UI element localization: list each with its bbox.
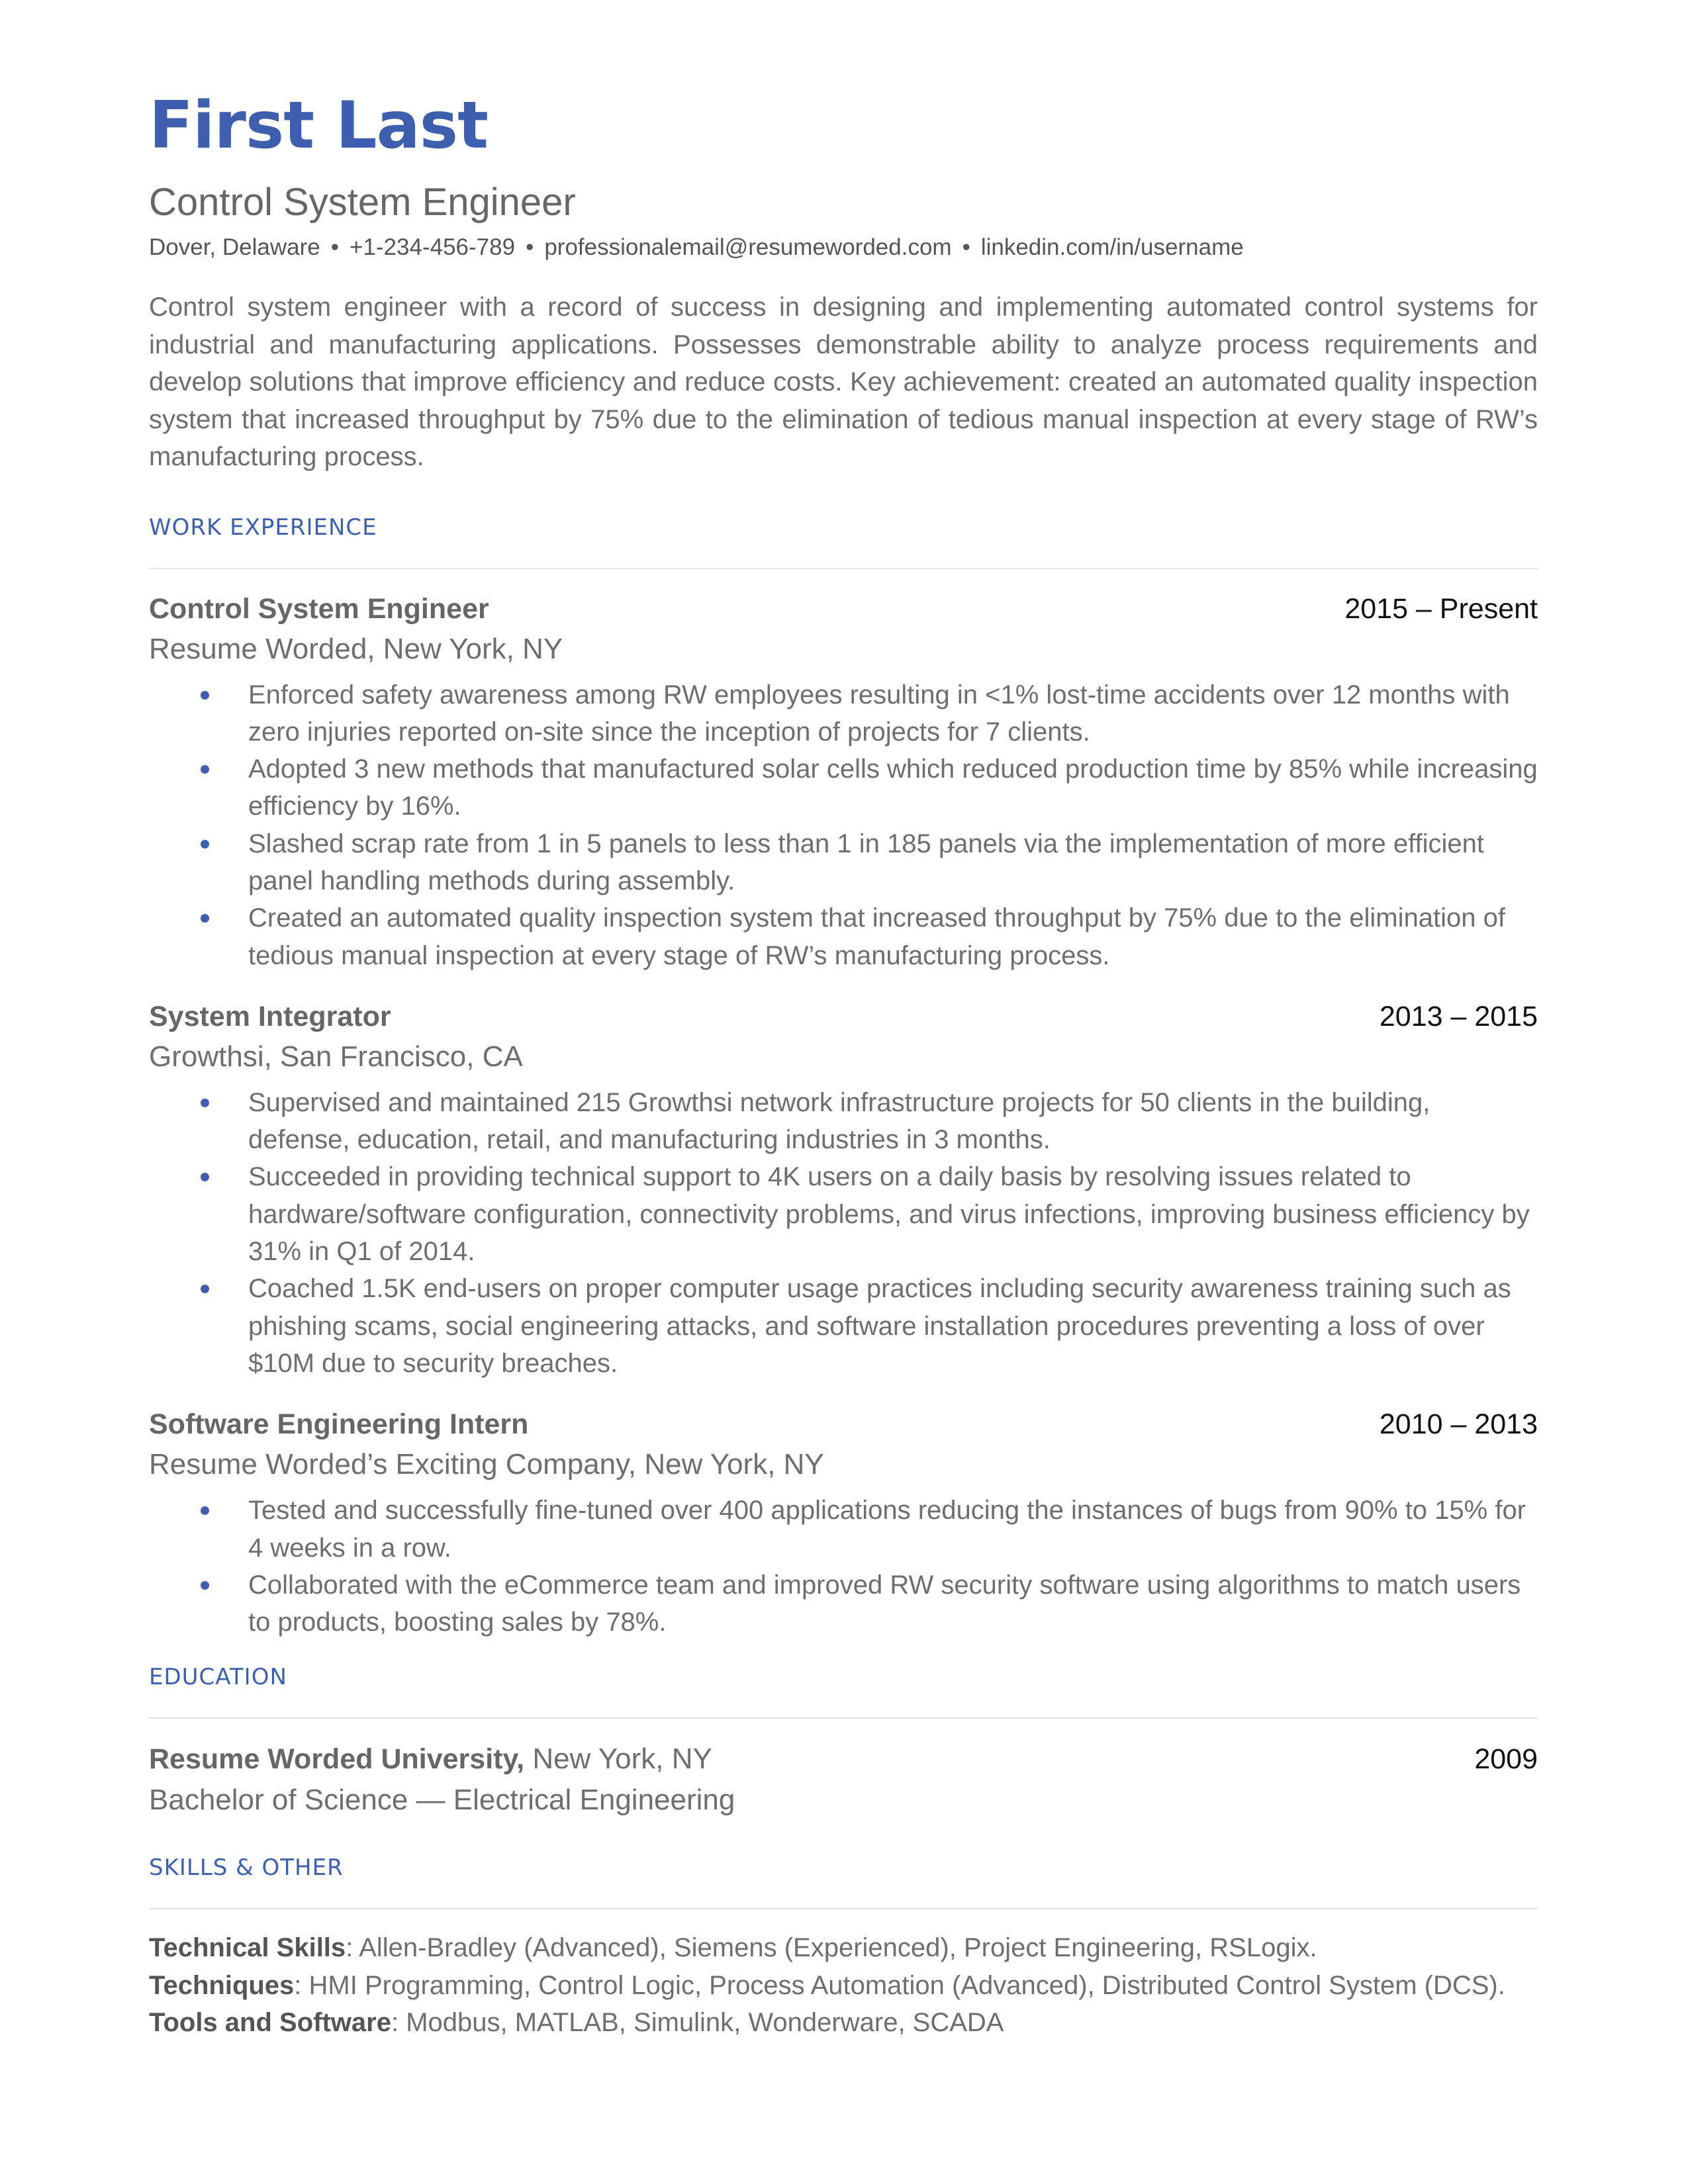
bullet-text: Tested and successfully fine-tuned over 400 applications reducing the instances of bugs from 90% to 15% for 4 weeks in a row. — [248, 1496, 1526, 1563]
bullet-icon — [201, 840, 209, 848]
skill-text: : HMI Programming, Control Logic, Process Automation (Advanced), Distributed Control System (DCS). — [294, 1970, 1505, 2000]
bullet-text: Coached 1.5K end-users on proper computer usage practices including security awareness training such as phishing scams, social engineering attacks, and software installation procedures preventing a loss of over $10M due to security breaches. — [248, 1274, 1511, 1378]
job-bullets — [149, 1492, 1538, 1641]
contact-separator: • — [526, 234, 534, 260]
skill-text: : Modbus, MATLAB, Simulink, Wonderware, SCADA — [391, 2008, 1004, 2038]
bullet-icon — [201, 1173, 209, 1181]
job-entry — [149, 997, 1538, 1382]
contact-separator: • — [962, 234, 970, 260]
job-entry — [149, 589, 1538, 974]
contact-line — [149, 229, 1538, 266]
skill-label: Tools and Software — [149, 2008, 391, 2038]
summary-paragraph: Control system engineer with a record of success in designing and implementing automated control systems for industrial and manufacturing applications. Possesses demonstrable ability to analyze process requirements and develop solutions that improve efficiency and reduce costs. Key achievement: created an automated quality inspection system that increased throughput by 75% due to the elimination of tedious manual inspection at every stage of RW’s manufacturing process. — [149, 293, 1538, 471]
list-item — [149, 751, 1538, 825]
school-location: New York, NY — [524, 1743, 712, 1776]
job-header — [149, 1404, 1538, 1444]
bullet-icon — [201, 691, 209, 700]
bullet-icon — [201, 914, 209, 923]
job-header — [149, 997, 1538, 1036]
work-experience-heading: WORK EXPERIENCE — [149, 514, 377, 541]
education-year: 2009 — [1474, 1743, 1538, 1776]
job-role: Software Engineering Intern — [149, 1408, 529, 1441]
contact-linkedin[interactable]: linkedin.com/in/username — [980, 234, 1244, 260]
education-entry — [149, 1739, 1538, 1821]
bullet-text: Adopted 3 new methods that manufactured solar cells which reduced production time by 85% while increasing efficiency by 16%. — [248, 754, 1538, 821]
contact-separator: • — [330, 234, 339, 260]
candidate-title: Control System Engineer — [149, 181, 576, 224]
list-item — [149, 825, 1538, 900]
bullet-icon — [201, 1506, 209, 1515]
section-divider — [149, 568, 1538, 569]
skill-line-tools — [149, 2004, 1538, 2042]
section-divider — [149, 1908, 1538, 1909]
job-header — [149, 589, 1538, 629]
job-company: Resume Worded’s Exciting Company, New York, NY — [149, 1448, 824, 1481]
bullet-text: Succeeded in providing technical support to 4K users on a daily basis by resolving issues related to hardware/software configuration, connectivity problems, and virus infections, improving business efficiency by 31% in Q1 of 2014. — [248, 1162, 1530, 1267]
education-school-line — [149, 1739, 712, 1780]
skills-list — [149, 1929, 1538, 2042]
job-entry — [149, 1404, 1538, 1641]
bullet-text: Enforced safety awareness among RW employees resulting in <1% lost-time accidents over 12 months with zero injuries reported on-site since the inception of projects for 7 clients. — [248, 680, 1510, 747]
job-company: Resume Worded, New York, NY — [149, 632, 563, 665]
contact-phone: +1-234-456-789 — [350, 234, 516, 260]
bullet-text: Collaborated with the eCommerce team and improved RW security software using algorithms to match users to products, boosting sales by 78%. — [248, 1570, 1521, 1637]
education-heading: EDUCATION — [149, 1664, 287, 1691]
contact-location: Dover, Delaware — [149, 234, 320, 260]
job-dates: 2015 – Present — [1344, 592, 1538, 625]
bullet-icon — [201, 1581, 209, 1590]
bullet-text: Created an automated quality inspection system that increased throughput by 75% due to the elimination of tedious manual inspection at every stage of RW’s manufacturing process. — [248, 903, 1505, 970]
job-role: System Integrator — [149, 1000, 391, 1032]
bullet-text: Supervised and maintained 215 Growthsi network infrastructure projects for 50 clients in the building, defense, education, retail, and manufacturing industries in 3 months. — [248, 1087, 1430, 1155]
contact-email[interactable]: professionalemail@resumeworded.com — [544, 234, 952, 260]
skill-label: Techniques — [149, 1970, 295, 2000]
list-item — [149, 1492, 1538, 1567]
candidate-name: First Last — [149, 88, 488, 163]
bullet-icon — [201, 765, 209, 774]
list-item — [149, 899, 1538, 974]
job-dates: 2013 – 2015 — [1379, 1000, 1538, 1032]
school-name: Resume Worded University, — [149, 1743, 525, 1776]
education-header — [149, 1739, 1538, 1780]
skill-label: Technical Skills — [149, 1933, 346, 1963]
list-item — [149, 1270, 1538, 1382]
list-item — [149, 676, 1538, 751]
skill-text: : Allen-Bradley (Advanced), Siemens (Experienced), Project Engineering, RSLogix. — [346, 1933, 1317, 1963]
list-item — [149, 1567, 1538, 1641]
skill-line-technical — [149, 1929, 1538, 1967]
education-degree: Bachelor of Science — Electrical Engineering — [149, 1784, 735, 1817]
job-bullets — [149, 676, 1538, 974]
job-role: Control System Engineer — [149, 592, 489, 625]
resume-content — [149, 79, 1538, 2042]
job-bullets — [149, 1084, 1538, 1382]
section-divider — [149, 1717, 1538, 1719]
bullet-icon — [201, 1285, 209, 1293]
job-company: Growthsi, San Francisco, CA — [149, 1040, 523, 1073]
list-item — [149, 1158, 1538, 1270]
skills-heading: SKILLS & OTHER — [149, 1854, 344, 1882]
bullet-icon — [201, 1099, 209, 1107]
bullet-text: Slashed scrap rate from 1 in 5 panels to less than 1 in 185 panels via the implementation of more efficient panel handling methods during assembly. — [248, 829, 1484, 895]
skill-line-techniques — [149, 1967, 1538, 2005]
list-item — [149, 1084, 1538, 1159]
job-dates: 2010 – 2013 — [1379, 1408, 1538, 1441]
